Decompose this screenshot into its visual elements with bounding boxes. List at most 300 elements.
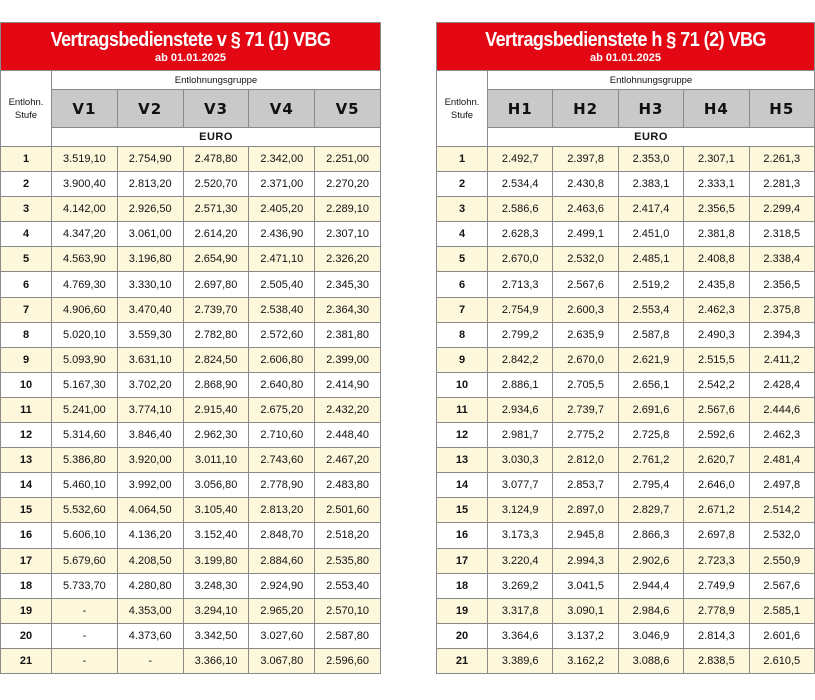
value-cell: 2.519,2: [618, 272, 683, 297]
stufe-cell: 20: [1, 623, 52, 648]
value-cell: 2.621,9: [618, 347, 683, 372]
stufe-cell: 10: [437, 372, 488, 397]
table-row: [1, 473, 381, 498]
value-cell: 2.497,8: [749, 473, 814, 498]
value-cell: 2.596,60: [315, 648, 381, 673]
value-cell: 2.866,3: [618, 523, 683, 548]
value-cell: 2.567,6: [684, 397, 749, 422]
stufe-cell: 12: [1, 423, 52, 448]
stufe-cell: 15: [1, 498, 52, 523]
value-cell: 2.981,7: [488, 423, 553, 448]
value-cell: 2.515,5: [684, 347, 749, 372]
value-cell: 2.945,8: [553, 523, 618, 548]
value-cell: 2.345,30: [315, 272, 381, 297]
value-cell: 2.342,00: [249, 147, 315, 172]
table-body: [437, 147, 815, 674]
value-cell: 2.375,8: [749, 297, 814, 322]
value-cell: 3.920,00: [117, 448, 183, 473]
value-cell: 3.061,00: [117, 222, 183, 247]
salary-table-v: [0, 22, 381, 674]
value-cell: 2.462,3: [684, 297, 749, 322]
stufe-cell: 4: [1, 222, 52, 247]
table-row: [1, 147, 381, 172]
value-cell: 4.769,30: [52, 272, 118, 297]
value-cell: 3.389,6: [488, 648, 553, 673]
table-row: [437, 322, 815, 347]
value-cell: 2.467,20: [315, 448, 381, 473]
stufe-cell: 15: [437, 498, 488, 523]
stufe-column-header: Entlohn. Stufe: [1, 71, 52, 147]
stufe-cell: 14: [437, 473, 488, 498]
stufe-cell: 4: [437, 222, 488, 247]
value-cell: 3.090,1: [553, 598, 618, 623]
value-cell: 2.586,6: [488, 197, 553, 222]
stufe-cell: 21: [437, 648, 488, 673]
value-cell: 3.196,80: [117, 247, 183, 272]
table-v-panel: [0, 22, 381, 674]
value-cell: 2.587,80: [315, 623, 381, 648]
value-cell: 3.067,80: [249, 648, 315, 673]
value-cell: 5.020,10: [52, 322, 118, 347]
gruppe-header: Entlohnungsgruppe: [52, 71, 381, 90]
value-cell: 3.041,5: [553, 573, 618, 598]
stufe-cell: 17: [1, 548, 52, 573]
stufe-cell: 18: [437, 573, 488, 598]
value-cell: 2.553,40: [315, 573, 381, 598]
table-title-text: Vertragsbedienstete v § 71 (1) VBG: [50, 28, 331, 51]
value-cell: 3.105,40: [183, 498, 249, 523]
value-cell: 2.897,0: [553, 498, 618, 523]
value-cell: 5.532,60: [52, 498, 118, 523]
value-cell: 5.241,00: [52, 397, 118, 422]
value-cell: 2.307,10: [315, 222, 381, 247]
table-row: [437, 423, 815, 448]
table-row: [437, 523, 815, 548]
value-cell: 2.356,5: [749, 272, 814, 297]
value-cell: 2.994,3: [553, 548, 618, 573]
stufe-cell: 7: [1, 297, 52, 322]
value-cell: 5.093,90: [52, 347, 118, 372]
value-cell: 2.585,1: [749, 598, 814, 623]
table-row: [1, 423, 381, 448]
value-cell: 2.356,5: [684, 197, 749, 222]
value-cell: 2.824,50: [183, 347, 249, 372]
value-cell: 2.902,6: [618, 548, 683, 573]
value-cell: 2.868,90: [183, 372, 249, 397]
value-cell: 3.137,2: [553, 623, 618, 648]
value-cell: 2.520,70: [183, 172, 249, 197]
value-cell: 2.713,3: [488, 272, 553, 297]
stufe-column-header: Entlohn. Stufe: [437, 71, 488, 147]
table-row: [1, 172, 381, 197]
value-cell: 2.542,2: [684, 372, 749, 397]
value-cell: 2.725,8: [618, 423, 683, 448]
value-cell: 2.670,0: [488, 247, 553, 272]
value-cell: 2.553,4: [618, 297, 683, 322]
value-cell: 2.799,2: [488, 322, 553, 347]
table-row: [437, 548, 815, 573]
table-row: [1, 598, 381, 623]
table-row: [1, 372, 381, 397]
value-cell: 3.519,10: [52, 147, 118, 172]
value-cell: 2.514,2: [749, 498, 814, 523]
value-cell: -: [52, 598, 118, 623]
stufe-cell: 18: [1, 573, 52, 598]
currency-header: EURO: [52, 128, 381, 147]
value-cell: 2.483,80: [315, 473, 381, 498]
stufe-cell: 1: [437, 147, 488, 172]
table-row: [437, 147, 815, 172]
value-cell: 2.754,9: [488, 297, 553, 322]
table-row: [437, 197, 815, 222]
value-cell: 2.534,4: [488, 172, 553, 197]
value-cell: 2.436,90: [249, 222, 315, 247]
value-cell: 2.749,9: [684, 573, 749, 598]
value-cell: 4.280,80: [117, 573, 183, 598]
value-cell: 3.342,50: [183, 623, 249, 648]
salary-table-h: [436, 22, 815, 674]
value-cell: -: [52, 648, 118, 673]
table-row: [437, 347, 815, 372]
value-cell: 3.992,00: [117, 473, 183, 498]
value-cell: 2.281,3: [749, 172, 814, 197]
value-cell: 2.761,2: [618, 448, 683, 473]
value-cell: 2.261,3: [749, 147, 814, 172]
value-cell: 3.030,3: [488, 448, 553, 473]
value-cell: 2.471,10: [249, 247, 315, 272]
stufe-cell: 3: [1, 197, 52, 222]
value-cell: 3.088,6: [618, 648, 683, 673]
table-title: [437, 23, 815, 71]
value-cell: 3.011,10: [183, 448, 249, 473]
value-cell: 2.371,00: [249, 172, 315, 197]
stufe-cell: 8: [437, 322, 488, 347]
value-cell: 2.671,2: [684, 498, 749, 523]
value-cell: 2.944,4: [618, 573, 683, 598]
stufe-cell: 2: [437, 172, 488, 197]
table-subtitle: ab 01.01.2025: [155, 51, 226, 64]
stufe-cell: 16: [1, 523, 52, 548]
value-cell: 3.046,9: [618, 623, 683, 648]
stufe-cell: 11: [437, 397, 488, 422]
value-cell: 2.628,3: [488, 222, 553, 247]
stufe-cell: 14: [1, 473, 52, 498]
value-cell: 2.428,4: [749, 372, 814, 397]
value-cell: -: [117, 648, 183, 673]
table-row: [437, 297, 815, 322]
value-cell: 4.136,20: [117, 523, 183, 548]
stufe-cell: 1: [1, 147, 52, 172]
column-header-h1: H1: [488, 90, 553, 128]
stufe-cell: 17: [437, 548, 488, 573]
value-cell: 5.679,60: [52, 548, 118, 573]
value-cell: 4.353,00: [117, 598, 183, 623]
value-cell: 2.353,0: [618, 147, 683, 172]
column-header-h5: H5: [749, 90, 814, 128]
value-cell: 2.739,7: [553, 397, 618, 422]
value-cell: 2.795,4: [618, 473, 683, 498]
table-subtitle: ab 01.01.2025: [590, 51, 661, 64]
value-cell: 2.451,0: [618, 222, 683, 247]
value-cell: 2.381,80: [315, 322, 381, 347]
value-cell: 2.364,30: [315, 297, 381, 322]
value-cell: 2.490,3: [684, 322, 749, 347]
table-row: [1, 347, 381, 372]
value-cell: 3.366,10: [183, 648, 249, 673]
value-cell: 2.705,5: [553, 372, 618, 397]
value-cell: 2.485,1: [618, 247, 683, 272]
value-cell: 2.915,40: [183, 397, 249, 422]
value-cell: 2.535,80: [315, 548, 381, 573]
value-cell: 3.702,20: [117, 372, 183, 397]
value-cell: 2.463,6: [553, 197, 618, 222]
column-header-row: [1, 90, 381, 128]
value-cell: 2.723,3: [684, 548, 749, 573]
value-cell: 2.620,7: [684, 448, 749, 473]
table-row: [1, 397, 381, 422]
value-cell: 2.430,8: [553, 172, 618, 197]
value-cell: 3.846,40: [117, 423, 183, 448]
value-cell: 2.394,3: [749, 322, 814, 347]
stufe-cell: 20: [437, 623, 488, 648]
value-cell: 5.314,60: [52, 423, 118, 448]
value-cell: 2.924,90: [249, 573, 315, 598]
value-cell: 2.614,20: [183, 222, 249, 247]
value-cell: 4.563,90: [52, 247, 118, 272]
value-cell: 2.778,90: [249, 473, 315, 498]
gruppe-header: Entlohnungsgruppe: [488, 71, 815, 90]
value-cell: 2.399,00: [315, 347, 381, 372]
value-cell: 3.364,6: [488, 623, 553, 648]
table-h-panel: [436, 22, 815, 674]
value-cell: 2.444,6: [749, 397, 814, 422]
value-cell: 4.208,50: [117, 548, 183, 573]
column-header-v2: V2: [117, 90, 183, 128]
stufe-cell: 5: [1, 247, 52, 272]
value-cell: 2.842,2: [488, 347, 553, 372]
value-cell: 2.962,30: [183, 423, 249, 448]
value-cell: 2.691,6: [618, 397, 683, 422]
value-cell: 2.251,00: [315, 147, 381, 172]
table-row: [437, 272, 815, 297]
value-cell: 2.984,6: [618, 598, 683, 623]
value-cell: 2.697,8: [684, 523, 749, 548]
table-row: [1, 573, 381, 598]
value-cell: 3.220,4: [488, 548, 553, 573]
value-cell: 3.631,10: [117, 347, 183, 372]
value-cell: 2.270,20: [315, 172, 381, 197]
value-cell: 2.646,0: [684, 473, 749, 498]
value-cell: 2.538,40: [249, 297, 315, 322]
value-cell: 4.347,20: [52, 222, 118, 247]
value-cell: 2.812,0: [553, 448, 618, 473]
value-cell: 5.167,30: [52, 372, 118, 397]
value-cell: 2.838,5: [684, 648, 749, 673]
value-cell: 2.775,2: [553, 423, 618, 448]
value-cell: 3.900,40: [52, 172, 118, 197]
value-cell: 2.478,80: [183, 147, 249, 172]
value-cell: 2.408,8: [684, 247, 749, 272]
value-cell: 2.675,20: [249, 397, 315, 422]
table-row: [437, 448, 815, 473]
value-cell: 2.299,4: [749, 197, 814, 222]
value-cell: 2.587,8: [618, 322, 683, 347]
stufe-cell: 9: [1, 347, 52, 372]
value-cell: 2.697,80: [183, 272, 249, 297]
value-cell: 5.460,10: [52, 473, 118, 498]
stufe-cell: 11: [1, 397, 52, 422]
value-cell: 2.289,10: [315, 197, 381, 222]
value-cell: 2.814,3: [684, 623, 749, 648]
table-row: [1, 448, 381, 473]
value-cell: 5.733,70: [52, 573, 118, 598]
column-header-v4: V4: [249, 90, 315, 128]
value-cell: 2.448,40: [315, 423, 381, 448]
stufe-cell: 19: [1, 598, 52, 623]
value-cell: 2.601,6: [749, 623, 814, 648]
table-row: [437, 648, 815, 673]
value-cell: 2.338,4: [749, 247, 814, 272]
table-row: [1, 623, 381, 648]
stufe-cell: 3: [437, 197, 488, 222]
value-cell: 2.754,90: [117, 147, 183, 172]
table-row: [437, 397, 815, 422]
table-title: [1, 23, 381, 71]
value-cell: 3.248,30: [183, 573, 249, 598]
value-cell: 2.405,20: [249, 197, 315, 222]
value-cell: 2.532,0: [553, 247, 618, 272]
value-cell: 3.317,8: [488, 598, 553, 623]
table-row: [437, 247, 815, 272]
stufe-cell: 16: [437, 523, 488, 548]
table-row: [1, 197, 381, 222]
table-row: [1, 297, 381, 322]
stufe-cell: 5: [437, 247, 488, 272]
value-cell: 2.778,9: [684, 598, 749, 623]
value-cell: 3.774,10: [117, 397, 183, 422]
table-row: [1, 272, 381, 297]
value-cell: 2.743,60: [249, 448, 315, 473]
value-cell: 2.532,0: [749, 523, 814, 548]
table-row: [1, 498, 381, 523]
value-cell: 2.654,90: [183, 247, 249, 272]
value-cell: 2.656,1: [618, 372, 683, 397]
table-row: [1, 247, 381, 272]
column-header-row: [437, 90, 815, 128]
value-cell: 5.386,80: [52, 448, 118, 473]
value-cell: 2.571,30: [183, 197, 249, 222]
value-cell: 2.481,4: [749, 448, 814, 473]
value-cell: 2.307,1: [684, 147, 749, 172]
value-cell: 3.124,9: [488, 498, 553, 523]
value-cell: 3.162,2: [553, 648, 618, 673]
value-cell: 2.492,7: [488, 147, 553, 172]
value-cell: 3.152,40: [183, 523, 249, 548]
value-cell: 3.027,60: [249, 623, 315, 648]
value-cell: 2.600,3: [553, 297, 618, 322]
value-cell: 2.570,10: [315, 598, 381, 623]
value-cell: 2.326,20: [315, 247, 381, 272]
value-cell: 4.142,00: [52, 197, 118, 222]
value-cell: 2.381,8: [684, 222, 749, 247]
value-cell: 3.330,10: [117, 272, 183, 297]
table-row: [437, 598, 815, 623]
column-header-h2: H2: [553, 90, 618, 128]
value-cell: 2.567,6: [749, 573, 814, 598]
value-cell: 2.333,1: [684, 172, 749, 197]
table-body: [1, 147, 381, 674]
table-row: [1, 322, 381, 347]
value-cell: 2.670,0: [553, 347, 618, 372]
table-row: [1, 548, 381, 573]
value-cell: 2.926,50: [117, 197, 183, 222]
value-cell: 2.411,2: [749, 347, 814, 372]
value-cell: 2.462,3: [749, 423, 814, 448]
value-cell: 2.782,80: [183, 322, 249, 347]
value-cell: 2.435,8: [684, 272, 749, 297]
value-cell: 2.640,80: [249, 372, 315, 397]
table-row: [1, 648, 381, 673]
stufe-cell: 13: [437, 448, 488, 473]
value-cell: 2.572,60: [249, 322, 315, 347]
value-cell: 2.417,4: [618, 197, 683, 222]
value-cell: 2.318,5: [749, 222, 814, 247]
value-cell: 2.813,20: [117, 172, 183, 197]
stufe-cell: 19: [437, 598, 488, 623]
value-cell: 2.518,20: [315, 523, 381, 548]
value-cell: 2.934,6: [488, 397, 553, 422]
table-title-text: Vertragsbedienstete h § 71 (2) VBG: [485, 28, 766, 51]
stufe-cell: 12: [437, 423, 488, 448]
value-cell: 3.470,40: [117, 297, 183, 322]
stufe-cell: 10: [1, 372, 52, 397]
value-cell: 2.886,1: [488, 372, 553, 397]
table-row: [437, 222, 815, 247]
value-cell: 3.173,3: [488, 523, 553, 548]
value-cell: 2.432,20: [315, 397, 381, 422]
value-cell: -: [52, 623, 118, 648]
value-cell: 3.077,7: [488, 473, 553, 498]
table-row: [437, 473, 815, 498]
value-cell: 2.635,9: [553, 322, 618, 347]
table-row: [1, 222, 381, 247]
value-cell: 2.739,70: [183, 297, 249, 322]
column-header-v3: V3: [183, 90, 249, 128]
value-cell: 2.505,40: [249, 272, 315, 297]
table-row: [437, 172, 815, 197]
value-cell: 5.606,10: [52, 523, 118, 548]
value-cell: 2.853,7: [553, 473, 618, 498]
column-header-v1: V1: [52, 90, 118, 128]
value-cell: 2.965,20: [249, 598, 315, 623]
value-cell: 2.414,90: [315, 372, 381, 397]
value-cell: 3.294,10: [183, 598, 249, 623]
stufe-cell: 2: [1, 172, 52, 197]
value-cell: 3.269,2: [488, 573, 553, 598]
value-cell: 2.606,80: [249, 347, 315, 372]
stufe-cell: 7: [437, 297, 488, 322]
value-cell: 2.397,8: [553, 147, 618, 172]
table-row: [437, 623, 815, 648]
column-header-h4: H4: [684, 90, 749, 128]
stufe-cell: 6: [1, 272, 52, 297]
value-cell: 3.559,30: [117, 322, 183, 347]
currency-header: EURO: [488, 128, 815, 147]
column-header-h3: H3: [618, 90, 683, 128]
value-cell: 2.610,5: [749, 648, 814, 673]
stufe-cell: 13: [1, 448, 52, 473]
value-cell: 4.373,60: [117, 623, 183, 648]
